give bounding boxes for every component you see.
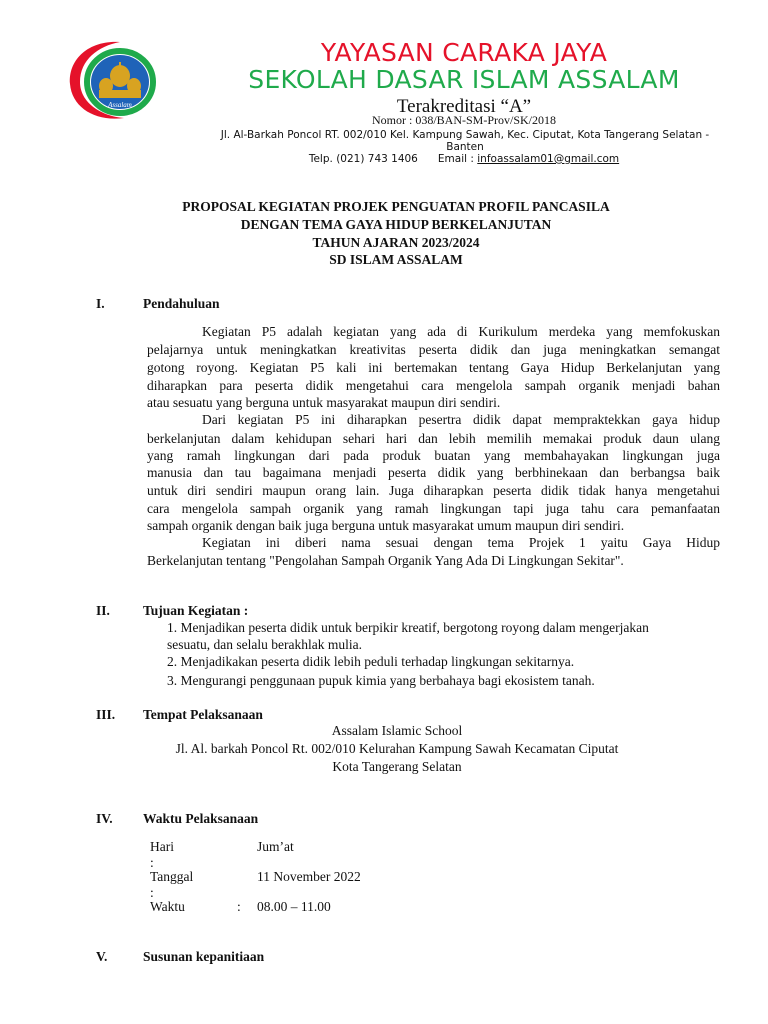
- time-value: 08.00 – 11.00: [257, 899, 331, 914]
- intro-line: Dari kegiatan P5 ini diharapkan pesertra didik dapat mempraktekkan gaya hidup: [202, 412, 720, 427]
- venue-address: Jl. Al. barkah Poncol Rt. 002/010 Kelurahan Kampung Sawah Kecamatan Ciputat: [175, 741, 619, 756]
- section-5-number: V.: [96, 949, 108, 964]
- section-2-title: Tujuan Kegiatan :: [143, 603, 249, 618]
- intro-line: diharapkan para peserta didik mengetahui cara mengelola sampah organik menjadi bahan: [147, 378, 720, 393]
- email-label: Email :: [437, 153, 474, 165]
- intro-line: berkelanjutan dalam kehidupan sehari hari dan lebih memilih memakai produk daun ulang: [147, 431, 720, 446]
- school-name: SEKOLAH DASAR ISLAM ASSALAM: [248, 65, 680, 94]
- email-link[interactable]: infoassalam01@gmail.com: [477, 153, 620, 165]
- date-value: 11 November 2022: [257, 869, 361, 884]
- proposal-title-line-2: DENGAN TEMA GAYA HIDUP BERKELANJUTAN: [240, 217, 552, 232]
- intro-line: gotong royong. Kegiatan P5 kali ini bertemakan tentang Gaya Hidup Berkelanjutan yang: [147, 360, 720, 375]
- venue-city: Kota Tangerang Selatan: [332, 759, 462, 774]
- intro-line: untuk diri sendiri maupun orang lain. Juga diharapkan peserta didik tidak hanya mengetahui: [147, 483, 720, 498]
- intro-line: manusia dan tau bagaimana menjadi peserta didik yang berbhinekaan dan berbangsa baik: [147, 465, 720, 480]
- section-2-number: II.: [96, 603, 110, 618]
- section-3-title: Tempat Pelaksanaan: [143, 707, 263, 722]
- intro-line: cara mengelola sampah organik yang ramah lingkungan tapi juga tahu cara pemanfaatan: [147, 501, 720, 516]
- proposal-title-line-3: TAHUN AJARAN 2023/2024: [312, 235, 480, 250]
- date-label: Tanggal: [150, 869, 194, 884]
- goal-item: sesuatu, dan selalu berakhlak mulia.: [167, 637, 362, 652]
- school-logo: [66, 38, 160, 122]
- venue-name: Assalam Islamic School: [331, 723, 463, 738]
- intro-line: atau sesuatu yang berguna untuk masyarakat maupun diri sendiri.: [147, 395, 501, 410]
- accreditation-number: Nomor : 038/BAN-SM-Prov/SK/2018: [371, 113, 556, 127]
- intro-line: Kegiatan ini diberi nama sesuai dengan tema Projek 1 yaitu Gaya Hidup: [202, 535, 720, 550]
- logo-text: Assalam: [108, 101, 132, 109]
- day-label: Hari: [150, 839, 174, 854]
- section-5-title: Susunan kepanitiaan: [143, 949, 265, 964]
- section-3-number: III.: [96, 707, 116, 722]
- contact-line: [160, 153, 768, 165]
- foundation-name: YAYASAN CARAKA JAYA: [320, 38, 608, 67]
- section-1-title: Pendahuluan: [143, 296, 220, 311]
- goal-item: 2. Menjadikakan peserta didik lebih peduli terhadap lingkungan sekitarnya.: [167, 654, 575, 669]
- address-line-1: Jl. Al-Barkah Poncol RT. 002/010 Kel. Kampung Sawah, Kec. Ciputat, Kota Tangerang Selatan -: [220, 129, 710, 141]
- section-4-title: Waktu Pelaksanaan: [143, 811, 259, 826]
- intro-line: pelajarnya untuk meningkatkan kreativitas peserta didik dan juga meningkatkan semangat: [147, 342, 720, 357]
- intro-line: yang ramah lingkungan dari pada produk buatan yang membahayakan lingkungan juga: [147, 448, 720, 463]
- proposal-title-line-4: SD ISLAM ASSALAM: [329, 252, 463, 267]
- intro-line: sampah organik dengan baik juga berguna untuk masyarakat umum maupun diri sendiri.: [147, 518, 625, 533]
- address-line-2: Banten: [446, 141, 484, 153]
- date-colon: :: [150, 885, 154, 900]
- section-1-number: I.: [96, 296, 105, 311]
- goal-item: 3. Mengurangi penggunaan pupuk kimia yang berbahaya bagi ekosistem tanah.: [167, 673, 595, 688]
- intro-line: Berkelanjutan tentang "Pengolahan Sampah Organik Yang Ada Di Lingkungan Sekitar".: [147, 553, 624, 568]
- day-colon: :: [150, 855, 154, 870]
- telephone: Telp. (021) 743 1406: [308, 153, 418, 165]
- school-address: [180, 129, 750, 153]
- goal-item: 1. Menjadikan peserta didik untuk berpikir kreatif, bergotong royong dalam mengerjakan: [167, 620, 649, 635]
- time-label: Waktu: [150, 899, 185, 914]
- intro-line: Kegiatan P5 adalah kegiatan yang ada di Kurikulum merdeka yang memfokuskan: [202, 324, 720, 339]
- accreditation: Terakreditasi “A”: [396, 96, 532, 117]
- proposal-title-line-1: PROPOSAL KEGIATAN PROJEK PENGUATAN PROFIL PANCASILA: [182, 199, 610, 214]
- day-value: Jum’at: [257, 839, 294, 854]
- time-colon: :: [237, 899, 241, 914]
- section-4-number: IV.: [96, 811, 113, 826]
